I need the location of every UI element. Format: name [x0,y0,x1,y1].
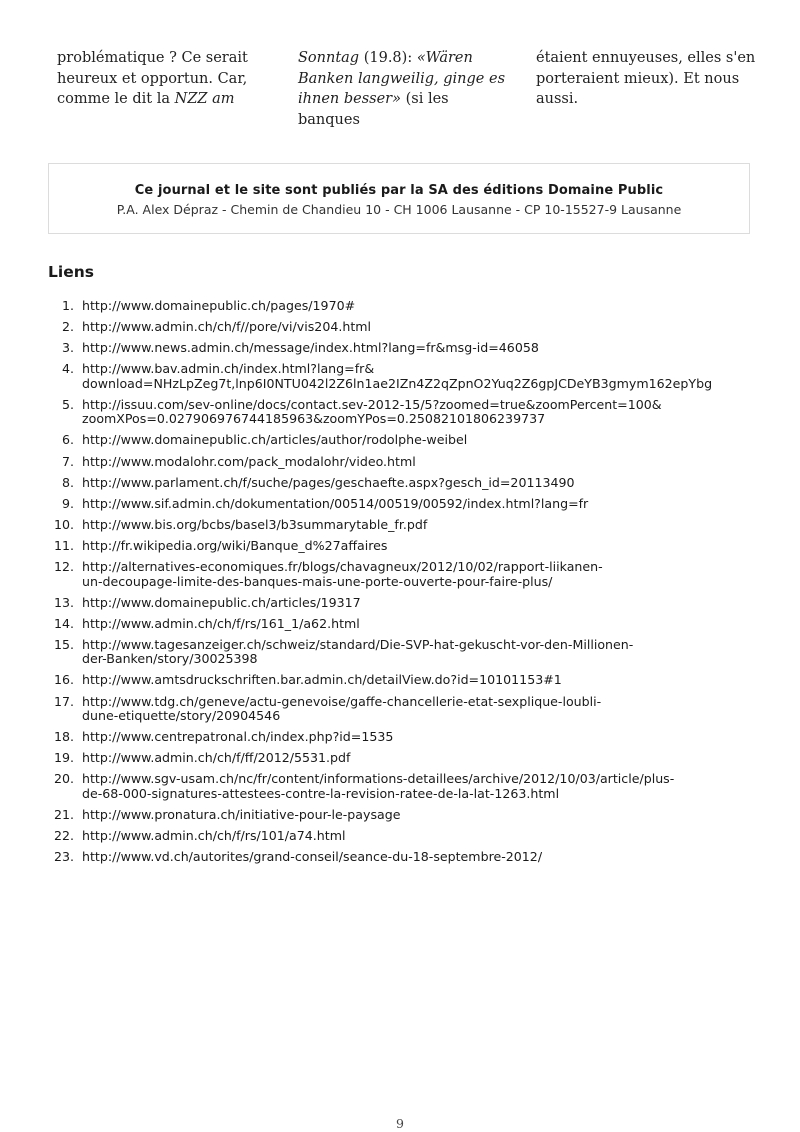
link-item [48,808,760,823]
link-item [48,518,760,533]
quote: Banken langweilig, ginge es [298,70,506,87]
link-number: 17. [53,693,74,709]
link-url[interactable]: http://www.centrepatronal.ch/index.php?id=1535 [82,729,394,745]
link-number: 3. [61,340,74,356]
publication-name: Sonntag [298,50,360,66]
link-item [48,751,760,766]
text-line: porteraient mieux). Et nous [536,70,740,87]
link-item [48,320,760,335]
text-line [57,89,262,110]
link-number: 13. [53,594,74,610]
link-url[interactable]: http://issuu.com/sev-online/docs/contact.sev-2012-15/5?zoomed=true&zoomPercent=100& zoomXPos=0.027906976744185963&zoomYPos=0.25082101806239737 [82,396,662,427]
link-number: 11. [53,537,74,553]
text-column-3 [536,48,758,110]
text-column-2 [298,48,510,130]
text-line [298,89,510,130]
text-span: (si les banques [298,91,449,128]
link-item [48,730,760,745]
link-item [48,617,760,632]
link-number: 7. [61,453,74,469]
link-url[interactable]: http://www.domainepublic.ch/pages/1970# [82,298,356,313]
link-number: 12. [53,559,74,575]
link-url[interactable]: http://www.news.admin.ch/message/index.html?lang=fr&msg-id=46058 [82,340,539,356]
text-line: heureux et opportun. Car, [57,70,248,87]
link-item [48,299,760,314]
link-item [48,772,760,801]
link-item [48,850,760,865]
link-number: 15. [53,636,74,652]
text-line: aussi. [536,91,579,107]
link-url[interactable]: http://www.vd.ch/autorites/grand-conseil/seance-du-18-septembre-2012/ [82,849,543,865]
link-item [48,455,760,470]
publisher-address: P.A. Alex Dépraz - Chemin de Chandieu 10 - CH 1006 Lausanne - CP 10-15527-9 Lausanne [116,202,682,217]
quote: «Wären [416,50,473,66]
link-url[interactable]: http://www.admin.ch/ch/f/rs/161_1/a62.html [82,615,360,631]
text-column-1 [57,48,262,110]
link-item [48,433,760,448]
link-number: 9. [61,495,74,511]
link-number: 10. [53,516,74,532]
link-url[interactable]: http://www.bav.admin.ch/index.html?lang=fr& download=NHzLpZeg7t,lnp6I0NTU042l2Z6ln1ae2IZn4Z2qZpnO2Yuq2Z6gpJCDeYB3gmym162epYbg [82,361,713,391]
link-item [48,398,760,427]
link-number: 14. [53,615,74,631]
link-url[interactable]: http://fr.wikipedia.org/wiki/Banque_d%27affaires [82,537,388,553]
link-url[interactable]: http://www.admin.ch/ch/f/ff/2012/5531.pdf [82,750,351,766]
publisher-title: Ce journal et le site sont publiés par la SA des éditions Domaine Public [134,183,664,198]
text-line: étaient ennuyeuses, elles s'en [536,50,756,66]
link-item [48,497,760,512]
link-url[interactable]: http://www.pronatura.ch/initiative-pour-le-paysage [82,806,401,822]
link-number: 16. [53,672,74,688]
link-url[interactable]: http://www.domainepublic.ch/articles/author/rodolphe-weibel [82,432,468,448]
link-url[interactable]: http://www.domainepublic.ch/articles/19317 [82,594,361,610]
link-url[interactable]: http://www.sgv-usam.ch/nc/fr/content/informations-detaillees/archive/2012/10/03/article/plus- de-68-000-signatures-attestees-contre-la-revision-ratee-de-la-lat-1263.html [82,771,675,801]
link-item [48,829,760,844]
publisher-info-box [48,163,750,234]
link-url[interactable]: http://www.parlament.ch/f/suche/pages/geschaefte.aspx?gesch_id=20113490 [82,474,575,490]
link-item [48,695,760,724]
link-item [48,596,760,611]
text-line [298,69,510,90]
link-item [48,476,760,491]
link-url[interactable]: http://www.tagesanzeiger.ch/schweiz/standard/Die-SVP-hat-gekuscht-vor-den-Millionen- der-Banken/story/30025398 [82,636,634,667]
link-number: 2. [61,319,74,335]
text-span: comme le dit la [57,91,175,107]
link-number: 5. [61,396,74,412]
link-item [48,341,760,356]
link-number: 4. [61,361,74,377]
link-number: 22. [53,827,74,843]
text-line [298,48,510,69]
link-url[interactable]: http://www.admin.ch/ch/f//pore/vi/vis204.html [82,319,372,335]
link-item [48,673,760,688]
link-url[interactable]: http://www.admin.ch/ch/f/rs/101/a74.html [82,827,346,843]
link-number: 19. [53,750,74,766]
publication-name: NZZ am [174,91,235,107]
quote: ihnen besser» [298,91,401,107]
link-number: 6. [61,432,74,448]
link-number: 20. [53,771,74,787]
link-number: 18. [53,729,74,745]
link-url[interactable]: http://www.bis.org/bcbs/basel3/b3summarytable_fr.pdf [82,516,428,532]
link-number: 21. [53,806,74,822]
link-item [48,362,760,391]
link-number: 23. [53,849,74,865]
link-number: 8. [61,474,74,490]
link-url[interactable]: http://alternatives-economiques.fr/blogs/chavagneux/2012/10/02/rapport-liikanen- un-decoupage-limite-des-banques-mais-une-porte-ouverte-pour-faire-plus/ [82,559,603,589]
links-heading: Liens [48,263,94,281]
link-url[interactable]: http://www.tdg.ch/geneve/actu-genevoise/gaffe-chancellerie-etat-sexplique-loubli- dune-etiquette/story/20904546 [82,693,602,723]
link-url[interactable]: http://www.amtsdruckschriften.bar.admin.ch/detailView.do?id=10101153#1 [82,672,562,688]
link-url[interactable]: http://www.sif.admin.ch/dokumentation/00514/00519/00592/index.html?lang=fr [82,495,589,511]
links-list [48,299,760,871]
text-line: problématique ? Ce serait [57,50,248,66]
link-item [48,560,760,589]
article-continuation [57,48,757,128]
link-item [48,539,760,554]
text-span: (19.8): [359,50,417,66]
page-number: 9 [396,1116,404,1131]
link-number: 1. [61,298,74,313]
link-url[interactable]: http://www.modalohr.com/pack_modalohr/video.html [82,453,416,469]
link-item [48,638,760,667]
